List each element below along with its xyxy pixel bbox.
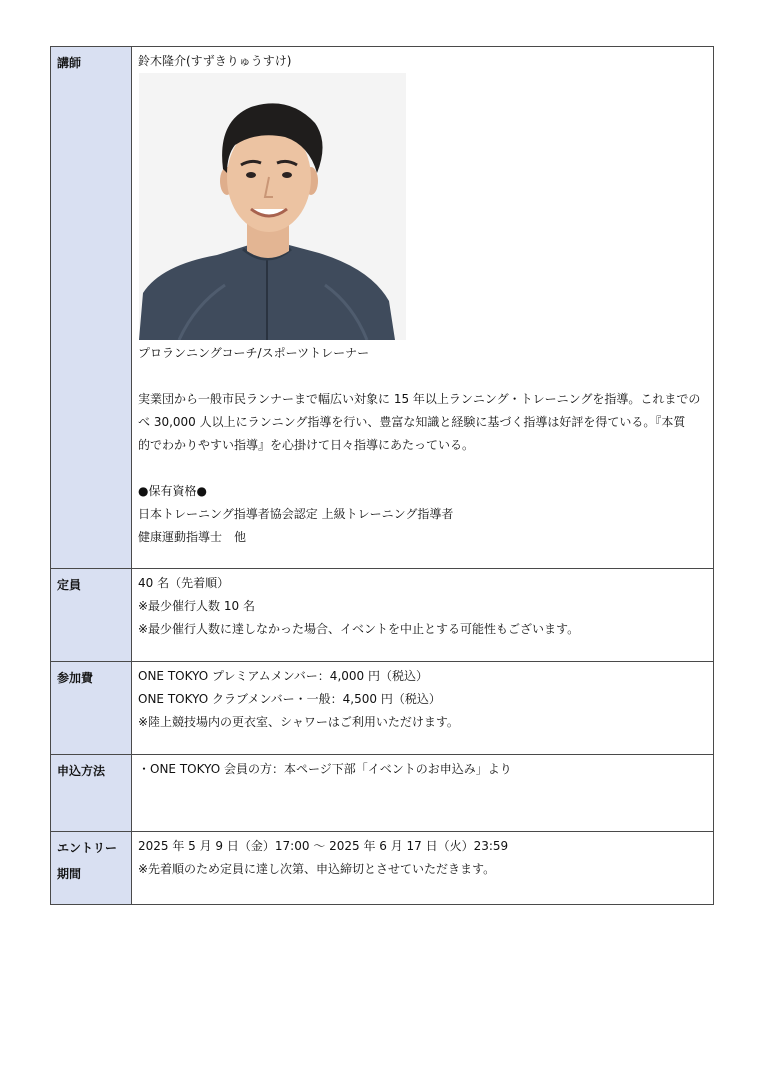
application-label-cell xyxy=(51,755,132,832)
instructor-label: 講師 xyxy=(57,56,82,70)
entry-period-label: エントリー 期間 xyxy=(57,841,118,881)
capacity-label-cell xyxy=(51,569,132,662)
instructor-label-cell xyxy=(51,47,132,569)
entry-period-content-cell xyxy=(132,832,714,905)
instructor-bio-line-1: 実業団から一般市民ランナーまで幅広い対象に 15 年以上ランニング・トレーニングを指導。これまでの xyxy=(138,392,701,406)
instructor-name: 鈴木隆介(すずきりゅうすけ) xyxy=(138,54,292,68)
instructor-content-cell xyxy=(132,47,714,569)
qualifications-heading: ●保有資格● xyxy=(138,484,207,498)
application-line-1: ・ONE TOKYO 会員の方：本ページ下部「イベントのお申込み」より xyxy=(138,762,512,776)
fee-label: 参加費 xyxy=(57,671,94,685)
fee-label-cell xyxy=(51,662,132,755)
instructor-bio-line-3: 的でわかりやすい指導』を心掛けて日々指導にあたっている。 xyxy=(138,438,475,452)
spacer xyxy=(138,365,707,388)
capacity-line-2: ※最少催行人数 10 名 xyxy=(138,599,255,613)
entry-period-label-cell xyxy=(51,832,132,905)
event-info-table xyxy=(50,46,714,905)
fee-line-1: ONE TOKYO プレミアムメンバー：4,000 円（税込） xyxy=(138,669,428,683)
capacity-label: 定員 xyxy=(57,578,82,592)
capacity-line-3: ※最少催行人数に達しなかった場合、イベントを中止とする可能性もございます。 xyxy=(138,622,580,636)
capacity-row xyxy=(51,569,714,662)
capacity-line-1: 40 名（先着順） xyxy=(138,576,230,590)
fee-row xyxy=(51,662,714,755)
entry-period-row xyxy=(51,832,714,905)
instructor-bio-line-2: べ 30,000 人以上にランニング指導を行い、豊富な知識と経験に基づく指導は好評を得ている。『本質 xyxy=(138,415,686,429)
capacity-content-cell xyxy=(132,569,714,662)
spacer xyxy=(138,457,707,480)
qualification-item-1: 日本トレーニング指導者協会認定 上級トレーニング指導者 xyxy=(138,507,454,521)
application-label: 申込方法 xyxy=(57,764,106,778)
qualification-item-2: 健康運動指導士 他 xyxy=(138,530,247,544)
application-row xyxy=(51,755,714,832)
instructor-photo xyxy=(139,73,406,340)
instructor-title: プロランニングコーチ/スポーツトレーナー xyxy=(138,346,370,360)
fee-content-cell xyxy=(132,662,714,755)
fee-line-3: ※陸上競技場内の更衣室、シャワーはご利用いただけます。 xyxy=(138,715,459,729)
application-content-cell xyxy=(132,755,714,832)
instructor-row xyxy=(51,47,714,569)
fee-line-2: ONE TOKYO クラブメンバー・一般：4,500 円（税込） xyxy=(138,692,441,706)
entry-period-line-1: 2025 年 5 月 9 日（金）17:00 ～ 2025 年 6 月 17 日（火）23:59 xyxy=(138,839,509,853)
entry-period-line-2: ※先着順のため定員に達し次第、申込締切とさせていただきます。 xyxy=(138,862,496,876)
